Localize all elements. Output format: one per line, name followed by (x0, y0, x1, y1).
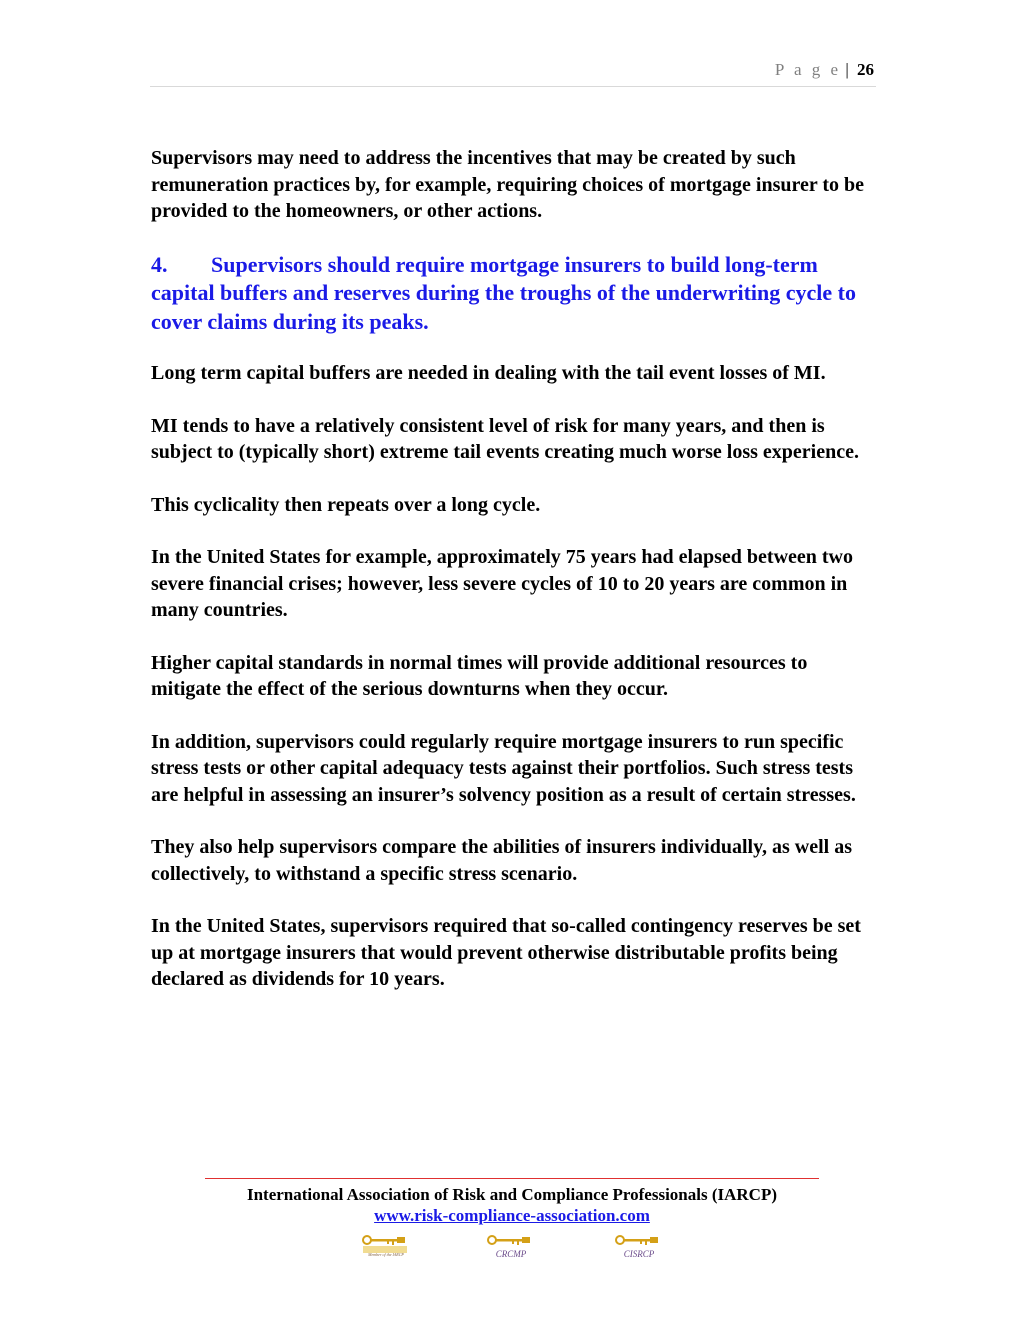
paragraph: In the United States, supervisors required that so-called contingency reserves be set up at mortgage insurers that would prevent otherwise distributable profits being declared as dividends for 10 years. (151, 915, 861, 990)
paragraph: MI tends to have a relatively consistent level of risk for many years, and then is subject to (typically short) extreme tail events creating much worse loss experience. (151, 414, 859, 463)
badge-label: CISRCP (623, 1249, 655, 1259)
badge-label: Member of the IARCP (368, 1252, 404, 1257)
page-label: P a g e (774, 60, 842, 79)
paragraph: Long term capital buffers are needed in dealing with the tail event losses of MI. (151, 362, 826, 384)
heading-text: Supervisors should require mortgage insurers to build long-term capital buffers and reserves during the troughs of the underwriting cycle to cover claims during its peaks. (151, 251, 856, 334)
paragraph: They also help supervisors compare the abilities of insurers individually, as well as collectively, to withstand a specific stress scenario. (151, 836, 852, 885)
paragraph: Supervisors may need to address the incentives that may be created by such remuneration practices by, for example, requiring choices of mortgage insurer to be provided to the homeowners, or other actions. (151, 147, 865, 222)
badge-row (0, 1234, 1024, 1264)
footer-organization: International Association of Risk and Compliance Professionals (IARCP) (246, 1185, 778, 1204)
page-footer (205, 1178, 819, 1226)
paragraph: Higher capital standards in normal times will provide additional resources to mitigate the effect of the serious downturns when they occur. (151, 651, 808, 700)
paragraph: In addition, supervisors could regularly require mortgage insurers to run specific stress tests or other capital adequacy tests against their portfolios. Such stress tests are helpful in assessing an insurer’s solvency position as a result of certain stresses. (151, 730, 856, 806)
page-separator: | (845, 60, 849, 79)
badge-label: CRCMP (495, 1249, 527, 1259)
section-heading (151, 251, 879, 337)
paragraph: In the United States for example, approximately 75 years had elapsed between two severe financial crises; however, less severe cycles of 10 to 20 years are common in many countries. (151, 546, 854, 621)
crcmp-badge (486, 1234, 536, 1260)
paragraph: This cyclicality then repeats over a long cycle. (151, 493, 541, 516)
page-header (150, 58, 876, 87)
document-body (151, 145, 879, 1019)
page-number-value: 26 (857, 60, 874, 79)
heading-number: 4. (151, 251, 168, 277)
page-number (775, 60, 874, 80)
member-badge (361, 1234, 411, 1260)
footer-link[interactable]: www.risk-compliance-association.com (374, 1206, 650, 1225)
cisrcp-badge (614, 1234, 664, 1260)
